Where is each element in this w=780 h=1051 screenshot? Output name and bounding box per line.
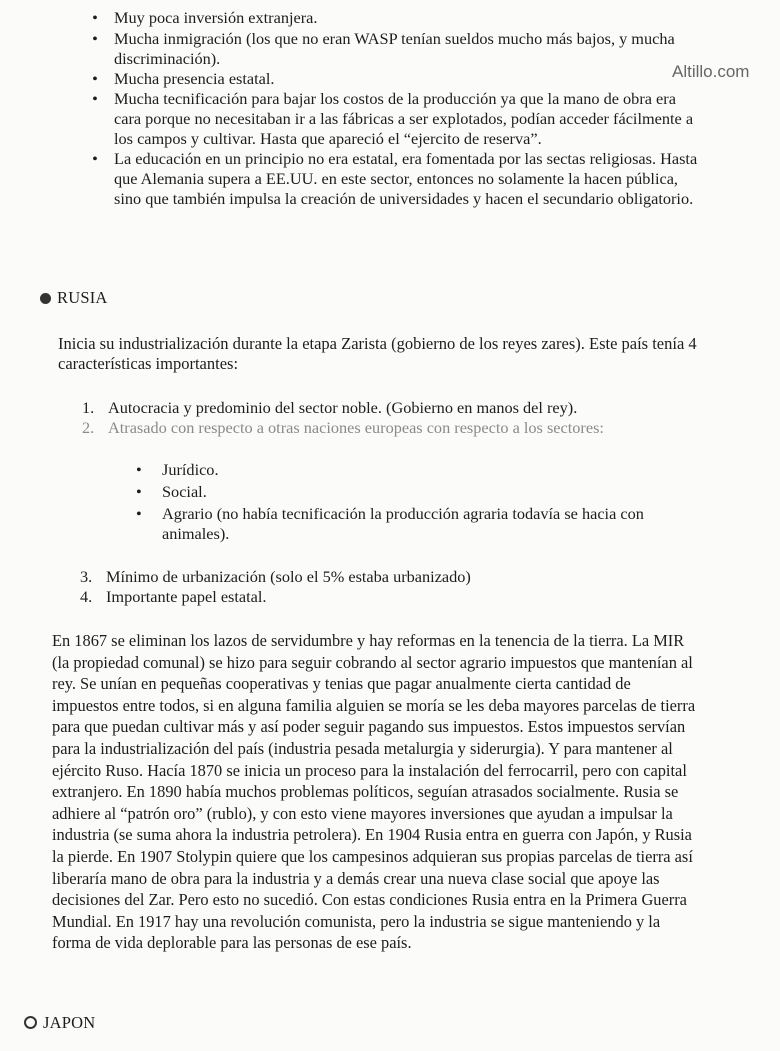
list-item-text: La educación en un principio no era estatal, era fomentada por las sectas religiosas. Hasta que Alemania supera a EE.UU. en este sector, entonces no solamente la hacen pública, sino que también impulsa la creación de universidades y hacen el secundario obligatorio. — [114, 149, 698, 208]
section-heading-text: JAPON — [43, 1013, 96, 1032]
bullet-icon: • — [92, 149, 98, 168]
list-item — [136, 504, 696, 544]
list-item — [136, 460, 696, 480]
section-heading-rusia — [40, 288, 108, 308]
sectors-list — [136, 460, 696, 546]
list-item-text: Mucha tecnificación para bajar los costos de la producción ya que la mano de obra era cara porque no necesitaban ir a las fábricas a ser explotados, podían acceder fácilmente a los campos y cultivar. Hasta que apareció el “ejercito de reserva”. — [114, 89, 694, 148]
bullet-icon: • — [136, 482, 142, 501]
list-item-text: Mucha presencia estatal. — [114, 69, 275, 88]
bullet-icon: • — [92, 8, 98, 27]
list-item-text: Jurídico. — [162, 460, 219, 479]
characteristics-list-part-1 — [82, 398, 682, 438]
list-item-text: Muy poca inversión extranjera. — [114, 8, 318, 27]
intro-bullet-list — [88, 8, 703, 218]
list-item-text: Autocracia y predominio del sector noble. (Gobierno en manos del rey). — [108, 398, 578, 417]
section-heading-text: RUSIA — [57, 288, 108, 307]
list-item — [80, 567, 680, 587]
list-item — [88, 149, 703, 209]
bullet-icon: • — [92, 89, 98, 108]
list-item-text: Atrasado con respecto a otras naciones europeas con respecto a los sectores: — [108, 418, 604, 437]
filled-circle-bullet-icon — [40, 293, 51, 304]
list-item-text: Agrario (no había tecnificación la producción agraria todavía se hacia con animales). — [162, 504, 644, 543]
list-item-text: Social. — [162, 482, 207, 501]
list-item — [82, 418, 682, 438]
bullet-icon: • — [92, 29, 98, 48]
watermark: Altillo.com — [672, 62, 750, 81]
list-item — [80, 587, 680, 607]
list-item-text: Mucha inmigración (los que no eran WASP tenían sueldos mucho más bajos, y mucha discriminación). — [114, 29, 675, 68]
list-number: 1. — [82, 398, 95, 417]
list-item — [88, 29, 703, 69]
rusia-intro-paragraph: Inicia su industrialización durante la etapa Zarista (gobierno de los reyes zares). Este país tenía 4 características importantes: — [58, 334, 697, 373]
list-item — [88, 69, 703, 89]
list-item — [88, 89, 703, 149]
bullet-icon: • — [136, 504, 142, 523]
bullet-icon: • — [92, 69, 98, 88]
list-item — [88, 8, 703, 28]
bullet-icon: • — [136, 460, 142, 479]
section-heading-japon — [24, 1013, 95, 1033]
list-item — [82, 398, 682, 418]
list-number: 4. — [80, 587, 93, 606]
list-number: 3. — [80, 567, 93, 586]
list-item — [136, 482, 696, 502]
circle-bullet-icon — [24, 1016, 37, 1029]
rusia-history-paragraph: En 1867 se eliminan los lazos de servidumbre y hay reformas en la tenencia de la tierra. La MIR (la propiedad comunal) se hizo para seguir cobrando al sector agrario impuestos que mantenían al rey. Se unían en pequeñas cooperativas y tenias que pagar anualmente cierta cantidad de impuestos entre todos, si en alguna familia alguien se moría se les deba mayores parcelas de tierra para que puedan cultivar más y así poder seguir pagando sus impuestos. Estos impuestos servían para la industrialización del país (industria pesada metalurgia y siderurgia). Y para mantener al ejército Ruso. Hacía 1870 se inicia un proceso para la instalación del ferrocarril, pero con capital extranjero. En 1890 había muchos problemas políticos, seguían atrasados socialmente. Rusia se adhiere al “patrón oro” (rublo), y con esto viene mayores inversiones que ayudan a impulsar la industria (se suma ahora la industria petrolera). En 1904 Rusia entra en guerra con Japón, y Rusia la pierde. En 1907 Stolypin quiere que los campesinos adquieran sus propias parcelas de tierra así liberaría mano de obra para la industria y a demás crear una nueva clase social que apoye las decisiones del Zar. Pero esto no sucedió. Con estas condiciones Rusia entra en la Primera Guerra Mundial. En 1917 hay una revolución comunista, pero la industria se sigue manteniendo y la forma de vida deplorable para las personas de ese país. — [52, 631, 696, 953]
list-item-text: Mínimo de urbanización (solo el 5% estaba urbanizado) — [106, 567, 471, 586]
characteristics-list-part-2 — [80, 567, 680, 607]
list-number: 2. — [82, 418, 95, 437]
list-item-text: Importante papel estatal. — [106, 587, 267, 606]
